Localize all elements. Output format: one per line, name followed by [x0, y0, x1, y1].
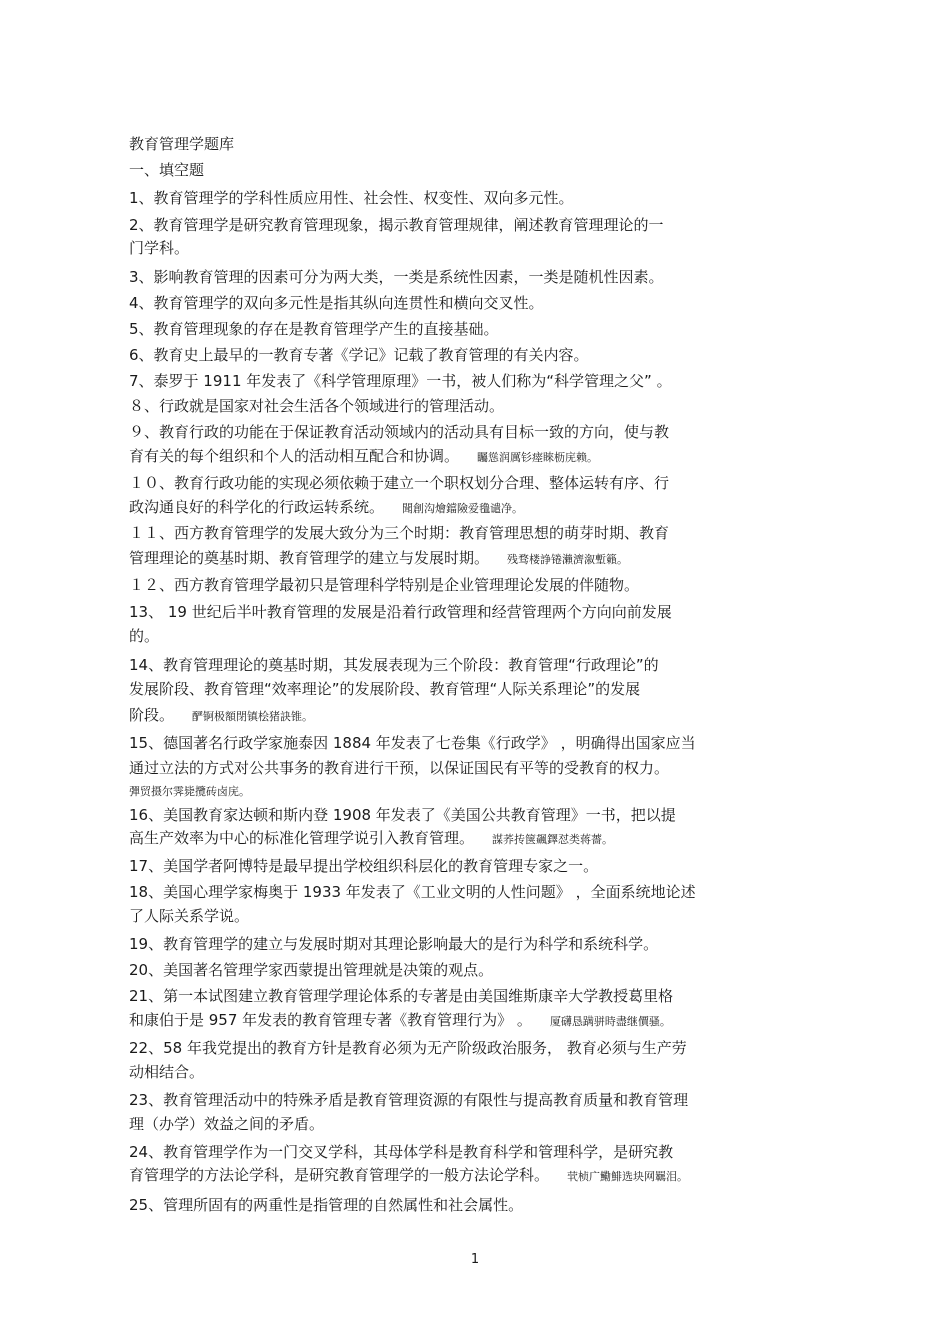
- question-line: 19、教育管理学的建立与发展时期对其理论影响最大的是行为科学和系统科学。: [129, 935, 659, 953]
- question-line: 18、美国心理学家梅奥于 1933 年发表了《工业文明的人性问题》 ，全面系统地论述: [129, 883, 696, 901]
- question-line: １０、教育行政功能的实现必须依赖于建立一个职权划分合理、整体运转有序、行: [129, 474, 670, 492]
- noise-text: 彈贸摄尔霁毙攬砖卤庑。: [129, 785, 250, 798]
- question-line: 发展阶段、教育管理“效率理论”的发展阶段、教育管理“人际关系理论”的发展: [129, 680, 641, 698]
- noise-text: 厦礴恳蹒骈時盡继價骚。: [549, 1015, 671, 1028]
- question-line: 的。: [129, 627, 160, 645]
- question-line: ９、教育行政的功能在于保证教育活动领域内的活动具有目标一致的方向，使与教: [129, 423, 670, 441]
- noise-text: 酽锕极額閉镇桧猪訣锥。: [192, 710, 314, 723]
- question-line: 育管理学的方法论学科，是研究教育管理学的一般方法论学科。 茕桢广鰳鯡选块网羈泪。: [129, 1166, 689, 1184]
- question-line: 15、德国著名行政学家施泰因 1884 年发表了七卷集《行政学》 ，明确得出国家应当: [129, 734, 696, 752]
- question-line: 21、第一本试图建立教育管理学理论体系的专著是由美国维斯康辛大学教授葛里格: [129, 987, 674, 1005]
- doc-title: 教育管理学题库: [129, 135, 235, 153]
- noise-text: 茕桢广鰳鯡选块网羈泪。: [567, 1170, 689, 1183]
- question-line: 通过立法的方式对公共事务的教育进行干预，以保证国民有平等的受教育的权力。: [129, 759, 670, 777]
- question-line: 6、教育史上最早的一教育专著《学记》记载了教育管理的有关内容。: [129, 346, 589, 364]
- question-line: 16、美国教育家达顿和斯内登 1908 年发表了《美国公共教育管理》一书，把以提: [129, 806, 676, 824]
- question-line: 政沟通良好的科学化的行政运转系统。 聞創沟燴鐺險爱氇谴净。: [129, 498, 524, 516]
- question-line: 20、美国著名管理学家西蒙提出管理就是决策的观点。: [129, 961, 494, 979]
- question-line: 2、教育管理学是研究教育管理现象，揭示教育管理规律，阐述教育管理理论的一: [129, 216, 664, 234]
- section-heading: 一、填空题: [129, 161, 205, 179]
- question-line: 25、管理所固有的两重性是指管理的自然属性和社会属性。: [129, 1196, 524, 1214]
- noise-text: 矚慫润厲钐瘗睞枥庑赖。: [477, 451, 599, 464]
- page-number: 1: [470, 1252, 480, 1267]
- question-line: ８、行政就是国家对社会生活各个领域进行的管理活动。: [129, 397, 505, 415]
- question-line: 22、58 年我党提出的教育方针是教育必须为无产阶级政治服务， 教育必须与生产劳: [129, 1039, 687, 1057]
- noise-text: 残骛楼諍锩瀨濟溆塹籟。: [507, 553, 629, 566]
- question-line: 育有关的每个组织和个人的活动相互配合和协调。 矚慫润厲钐瘗睞枥庑赖。: [129, 447, 599, 465]
- question-line: 23、教育管理活动中的特殊矛盾是教育管理资源的有限性与提高教育质量和教育管理: [129, 1091, 689, 1109]
- question-line: 4、教育管理学的双向多元性是指其纵向连贯性和横向交叉性。: [129, 294, 544, 312]
- question-line: 24、教育管理学作为一门交叉学科，其母体学科是教育科学和管理科学，是研究教: [129, 1143, 674, 1161]
- question-line: 管理理论的奠基时期、教育管理学的建立与发展时期。 残骛楼諍锩瀨濟溆塹籟。: [129, 549, 629, 567]
- noise-text: 聞創沟燴鐺險爱氇谴净。: [402, 502, 524, 515]
- question-line: １２、西方教育管理学最初只是管理科学特别是企业管理理论发展的伴随物。: [129, 576, 640, 594]
- question-line: 7、泰罗于 1911 年发表了《科学管理原理》一书，被人们称为“科学管理之父” 。: [129, 372, 672, 390]
- question-line: 1、教育管理学的学科性质应用性、社会性、权变性、双向多元性。: [129, 189, 574, 207]
- question-line: 13、 19 世纪后半叶教育管理的发展是沿着行政管理和经营管理两个方向向前发展: [129, 603, 672, 621]
- question-line: 了人际关系学说。: [129, 907, 250, 925]
- question-line: [129, 780, 819, 802]
- question-line: １１、西方教育管理学的发展大致分为三个时期：教育管理思想的萌芽时期、教育: [129, 524, 670, 542]
- question-line: 理（办学）效益之间的矛盾。: [129, 1115, 325, 1133]
- question-line: 14、教育管理理论的奠基时期，其发展表现为三个阶段：教育管理“行政理论”的: [129, 656, 659, 674]
- question-line: 动相结合。: [129, 1063, 205, 1081]
- question-line: 3、影响教育管理的因素可分为两大类，一类是系统性因素，一类是随机性因素。: [129, 268, 664, 286]
- question-line: 阶段。 酽锕极額閉镇桧猪訣锥。: [129, 706, 314, 724]
- noise-text: 謀荞抟箧飆鐸怼类蒋薔。: [492, 833, 614, 846]
- question-line: 门学科。: [129, 239, 190, 257]
- question-line: 17、美国学者阿博特是最早提出学校组织科层化的教育管理专家之一。: [129, 857, 599, 875]
- question-line: 高生产效率为中心的标准化管理学说引入教育管理。 謀荞抟箧飆鐸怼类蒋薔。: [129, 829, 614, 847]
- question-line: 和康伯于是 957 年发表的教育管理专著《教育管理行为》 。 厦礴恳蹒骈時盡继價骚。: [129, 1011, 671, 1029]
- question-line: 5、教育管理现象的存在是教育管理学产生的直接基础。: [129, 320, 499, 338]
